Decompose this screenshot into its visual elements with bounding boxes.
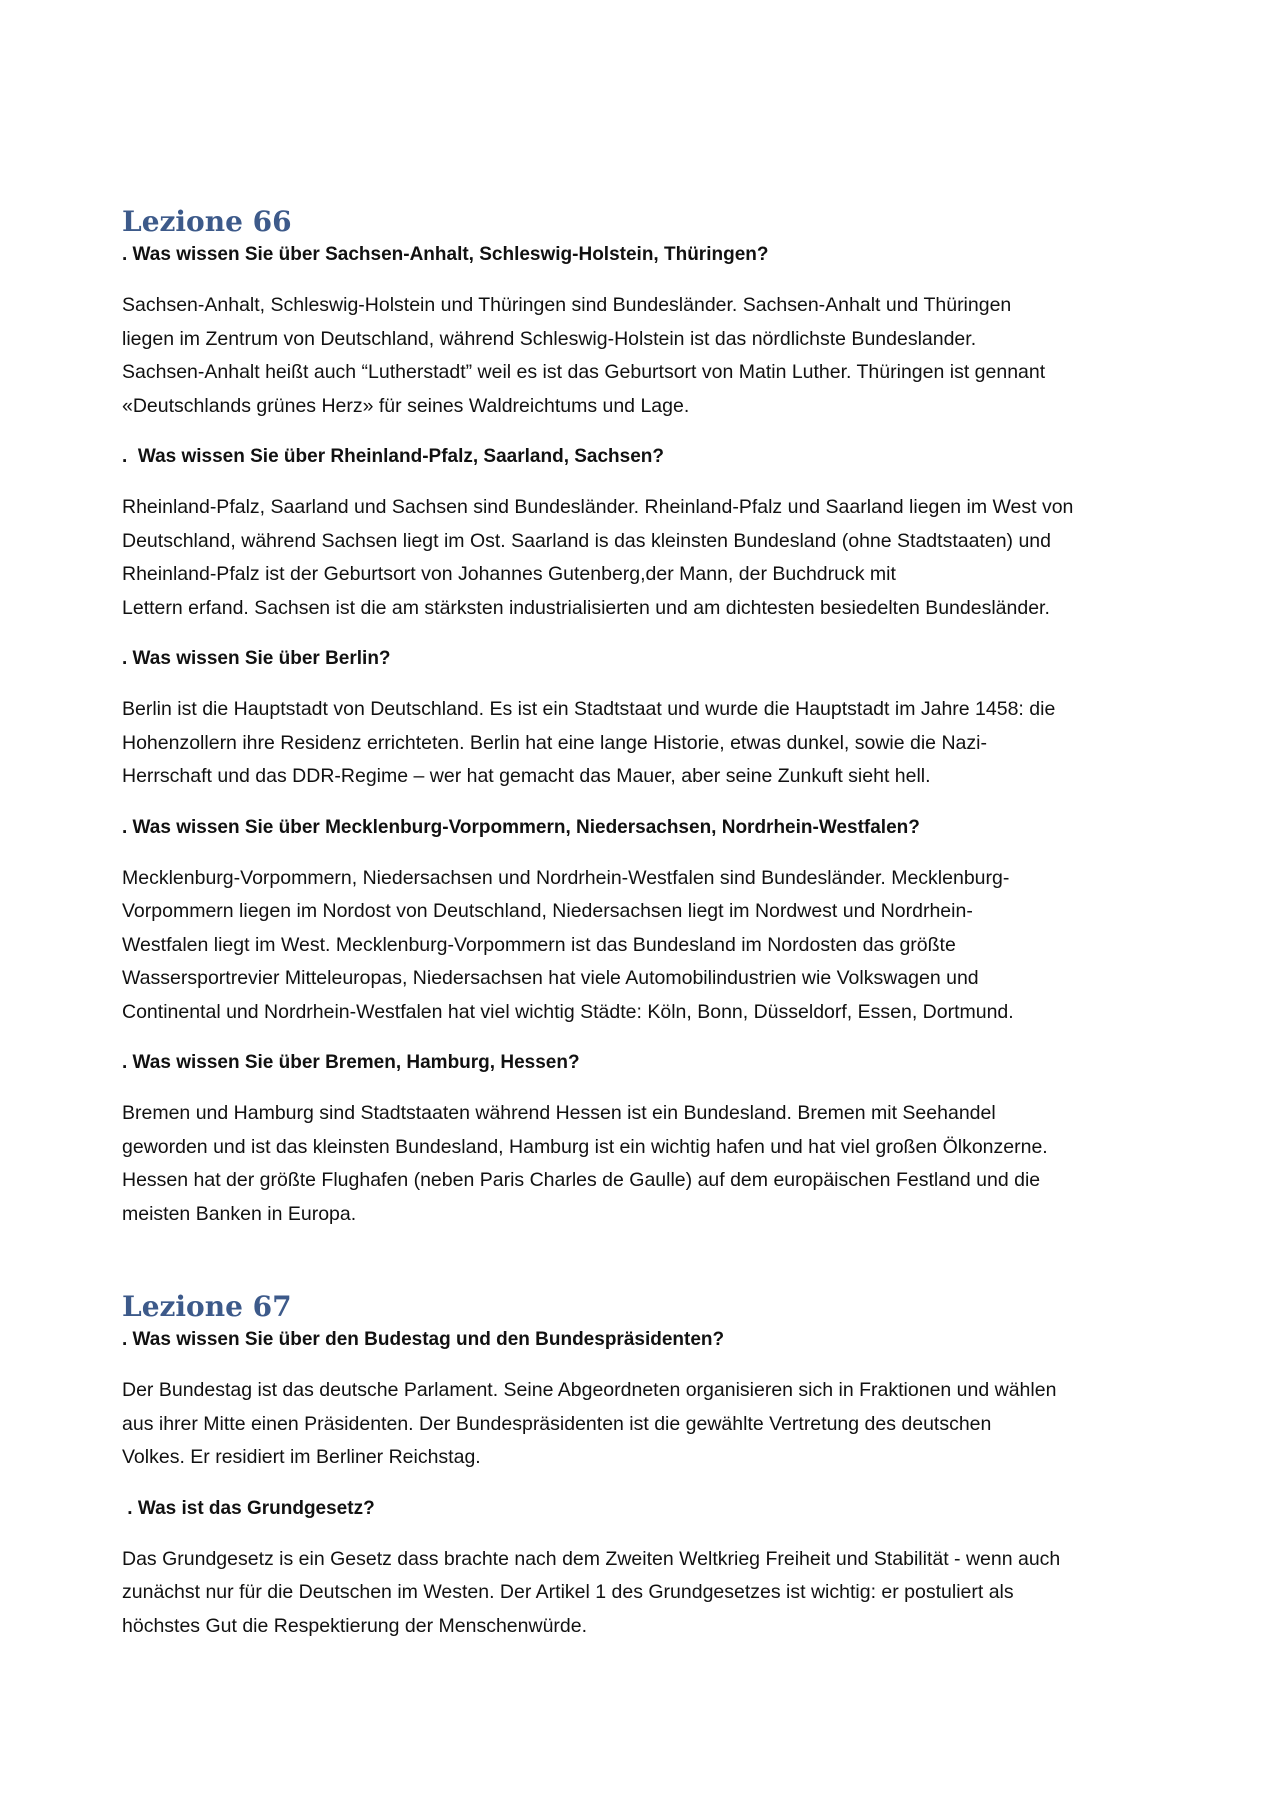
answer-line: Lettern erfand. Sachsen ist die am stärksten industrialisierten und am dichtesten besiedelten Bundesländer. — [122, 596, 1050, 619]
answer-paragraph — [122, 289, 1167, 423]
lesson-section — [122, 1289, 1167, 1643]
question-heading: . Was wissen Sie über Bremen, Hamburg, Hessen? — [122, 1052, 580, 1073]
answer-line: Volkes. Er residiert im Berliner Reichstag. — [122, 1446, 481, 1468]
answer-line: Mecklenburg-Vorpommern, Niedersachsen und Nordrhein-Westfalen sind Bundesländer. Mecklenburg- — [122, 866, 1010, 889]
answer-line: Das Grundgesetz is ein Gesetz dass brachte nach dem Zweiten Weltkrieg Freiheit und Stabilität - wenn auch — [122, 1547, 1061, 1570]
answer-line: Sachsen-Anhalt, Schleswig-Holstein und Thüringen sind Bundesländer. Sachsen-Anhalt und Thüringen — [122, 294, 1012, 316]
answer-line: «Deutschlands grünes Herz» für seines Waldreichtums und Lage. — [122, 394, 690, 417]
answer-line: Der Bundestag ist das deutsche Parlament. Seine Abgeordneten organisieren sich in Fraktionen und wählen — [122, 1379, 1057, 1401]
answer-paragraph — [122, 693, 1167, 794]
answer-line: aus ihrer Mitte einen Präsidenten. Der Bundespräsidenten ist die gewählte Vertretung des deutschen — [122, 1412, 992, 1435]
document-page — [122, 204, 1167, 1663]
answer-line: Hessen hat der größte Flughafen (neben Paris Charles de Gaulle) auf dem europäischen Festland und die — [122, 1169, 1041, 1191]
lesson-section — [122, 204, 1167, 1231]
question-heading: . Was wissen Sie über den Budestag und den Bundespräsidenten? — [122, 1329, 725, 1350]
answer-line: Herrschaft und das DDR-Regime – wer hat gemacht das Mauer, aber seine Zunkuft sieht hell. — [122, 765, 931, 787]
answer-line: geworden und ist das kleinsten Bundesland, Hamburg ist ein wichtig hafen und hat viel großen Ölkonzerne. — [122, 1135, 1048, 1158]
answer-line: Rheinland-Pfalz ist der Geburtsort von Johannes Gutenberg,der Mann, der Buchdruck mit — [122, 563, 896, 585]
answer-paragraph — [122, 1374, 1167, 1475]
answer-paragraph — [122, 1097, 1167, 1231]
question-heading: . Was wissen Sie über Sachsen-Anhalt, Schleswig-Holstein, Thüringen? — [122, 244, 769, 265]
question-heading: . Was ist das Grundgesetz? — [122, 1497, 375, 1519]
answer-line: Westfalen liegt im West. Mecklenburg-Vorpommern ist das Bundesland im Nordosten das größte — [122, 933, 956, 956]
answer-line: Sachsen-Anhalt heißt auch “Lutherstadt” weil es ist das Geburtsort von Matin Luther. Thüringen ist gennant — [122, 361, 1046, 383]
answer-paragraph — [122, 1543, 1167, 1644]
lesson-title: Lezione 67 — [122, 1290, 292, 1323]
answer-line: zunächst nur für die Deutschen im Westen. Der Artikel 1 des Grundgesetzes ist wichtig: er postuliert als — [122, 1581, 1014, 1603]
lesson-title: Lezione 66 — [122, 205, 292, 238]
answer-line: Berlin ist die Hauptstadt von Deutschland. Es ist ein Stadtstaat und wurde die Hauptstadt im Jahre 1458: die — [122, 698, 1056, 720]
answer-line: Rheinland-Pfalz, Saarland und Sachsen sind Bundesländer. Rheinland-Pfalz und Saarland liegen im West von — [122, 496, 1074, 518]
answer-line: Wassersportrevier Mitteleuropas, Niedersachsen hat viele Automobilindustrien wie Volkswagen und — [122, 967, 979, 989]
answer-line: liegen im Zentrum von Deutschland, während Schleswig-Holstein ist das nördlichste Bundeslander. — [122, 327, 977, 350]
answer-paragraph — [122, 862, 1167, 1030]
answer-line: höchstes Gut die Respektierung der Menschenwürde. — [122, 1614, 588, 1637]
question-heading: . Was wissen Sie über Berlin? — [122, 648, 391, 669]
answer-line: Deutschland, während Sachsen liegt im Ost. Saarland is das kleinsten Bundesland (ohne Stadtstaaten) und — [122, 529, 1051, 552]
answer-line: Vorpommern liegen im Nordost von Deutschland, Niedersachsen liegt im Nordwest und Nordrhein- — [122, 900, 973, 922]
question-heading: . Was wissen Sie über Rheinland-Pfalz, Saarland, Sachsen? — [122, 446, 665, 467]
answer-paragraph — [122, 491, 1167, 625]
answer-line: Continental und Nordrhein-Westfalen hat viel wichtig Städte: Köln, Bonn, Düsseldorf, Essen, Dortmund. — [122, 1000, 1014, 1023]
answer-line: Hohenzollern ihre Residenz errichteten. Berlin hat eine lange Historie, etwas dunkel, sowie die Nazi- — [122, 731, 987, 754]
question-heading: . Was wissen Sie über Mecklenburg-Vorpommern, Niedersachsen, Nordrhein-Westfalen? — [122, 816, 920, 838]
answer-line: meisten Banken in Europa. — [122, 1202, 357, 1225]
answer-line: Bremen und Hamburg sind Stadtstaaten während Hessen ist ein Bundesland. Bremen mit Seehandel — [122, 1102, 996, 1124]
